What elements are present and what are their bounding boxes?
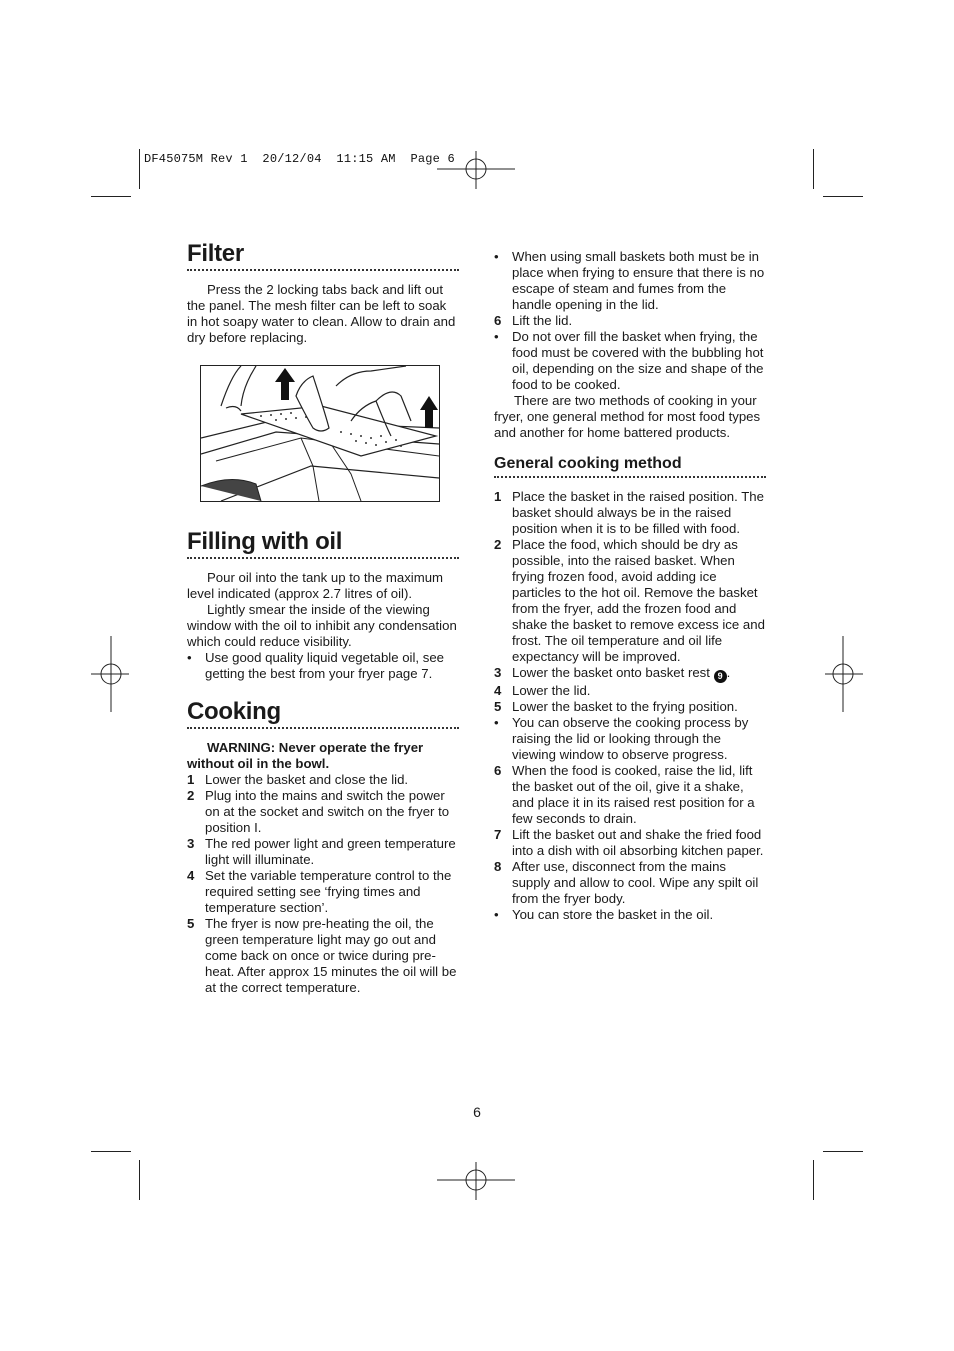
- filter-illustration: [200, 365, 440, 502]
- page-number: 6: [473, 1104, 481, 1120]
- filling-heading: Filling with oil: [187, 528, 343, 555]
- bullet-mark: •: [187, 650, 192, 665]
- filling-para-1: Pour oil into the tank up to the maximum level indicated (approx 2.7 litres of oil).: [187, 570, 444, 601]
- list-item: 6 When the food is cooked, raise the lid, lift the basket out of the oil, give it a shake, and place it in its raised rest position for a few seconds to drain.: [494, 763, 755, 826]
- list-item: • Do not over fill the basket when frying, the food must be covered with the bubbling hot oil, depending on the size and shape of the food to be cooked.: [494, 329, 764, 392]
- list-item: 5 The fryer is now pre-heating the oil, the green temperature light may go out and come back on once or twice during pre-heat. After approx 15 minutes the oil will be at the correct temperature.: [187, 916, 457, 995]
- figure-reference-badge: 9: [714, 670, 727, 683]
- cooking-heading: Cooking: [187, 698, 281, 725]
- list-item: 1 Place the basket in the raised position. The basket should always be in the raised position when it is to be filled with food.: [494, 489, 764, 536]
- filter-body: Press the 2 locking tabs back and lift out the panel. The mesh filter can be left to soak in hot soapy water to clean. Allow to drain and dry before replacing.: [187, 282, 456, 345]
- registration-mark-right: [823, 636, 863, 714]
- filling-bullet: • Use good quality liquid vegetable oil, see getting the best from your fryer page 7.: [187, 650, 444, 681]
- list-item: 4 Lower the lid.: [494, 683, 591, 698]
- list-item: 6 Lift the lid.: [494, 313, 573, 328]
- print-slug: DF45075M Rev 1 20/12/04 11:15 AM Page 6: [144, 152, 455, 166]
- cooking-steps: [187, 772, 459, 996]
- filter-removal-drawing: [201, 366, 439, 501]
- list-item: 2 Place the food, which should be dry as possible, into the raised basket. When frying frozen food, avoid adding ice particles to the hot oil. Remove the basket from the fryer, add the frozen food and shake the basket to remove excess ice and frost. The oil temperature and oil life expectancy will be improved.: [494, 537, 765, 664]
- list-item: 7 Lift the basket out and shake the fried food into a dish with oil absorbing kitchen paper.: [494, 827, 764, 858]
- list-item: 4 Set the variable temperature control to the required setting see ‘frying times and temperature section’.: [187, 868, 452, 915]
- list-item: 3 Lower the basket onto basket rest 9 .: [494, 665, 731, 681]
- list-item: 3 The red power light and green temperature light will illuminate.: [187, 836, 456, 867]
- bullet-mark: •: [494, 329, 499, 344]
- left-column-lower: [187, 528, 459, 996]
- left-column: [187, 240, 459, 346]
- registration-mark-left: [91, 636, 131, 714]
- right-column: [494, 249, 766, 923]
- filling-para-2: Lightly smear the inside of the viewing window with the oil to inhibit any condensation which could reduce visibility.: [187, 602, 457, 649]
- methods-para: There are two methods of cooking in your fryer, one general method for most food types and another for home battered products.: [494, 393, 761, 440]
- list-item: 2 Plug into the mains and switch the power on at the socket and switch on the fryer to position I.: [187, 788, 450, 835]
- registration-mark-top: [437, 151, 517, 191]
- registration-mark-bottom: [437, 1162, 517, 1202]
- general-steps: [494, 489, 766, 923]
- heading-rule: [187, 557, 459, 559]
- heading-rule: [187, 727, 459, 729]
- list-item: • You can store the basket in the oil.: [494, 907, 714, 922]
- list-item: • When using small baskets both must be in place when frying to ensure that there is no escape of steam and fumes from the handle opening in the lid.: [494, 249, 765, 312]
- bullet-mark: •: [494, 249, 499, 264]
- list-item: • You can observe the cooking process by raising the lid or looking through the viewing window to observe progress.: [494, 715, 749, 762]
- heading-rule: [187, 269, 459, 271]
- bullet-mark: •: [494, 907, 499, 922]
- list-item: 1 Lower the basket and close the lid.: [187, 772, 409, 787]
- cooking-warning: WARNING: Never operate the fryer without oil in the bowl.: [187, 740, 424, 771]
- list-item: 5 Lower the basket to the frying position.: [494, 699, 738, 714]
- general-method-heading: General cooking method: [494, 455, 682, 472]
- bullet-mark: •: [494, 715, 499, 730]
- filter-heading: Filter: [187, 240, 244, 267]
- heading-rule: [494, 476, 766, 478]
- list-item: 8 After use, disconnect from the mains supply and allow to cool. Wipe any spilt oil from the fryer body.: [494, 859, 759, 906]
